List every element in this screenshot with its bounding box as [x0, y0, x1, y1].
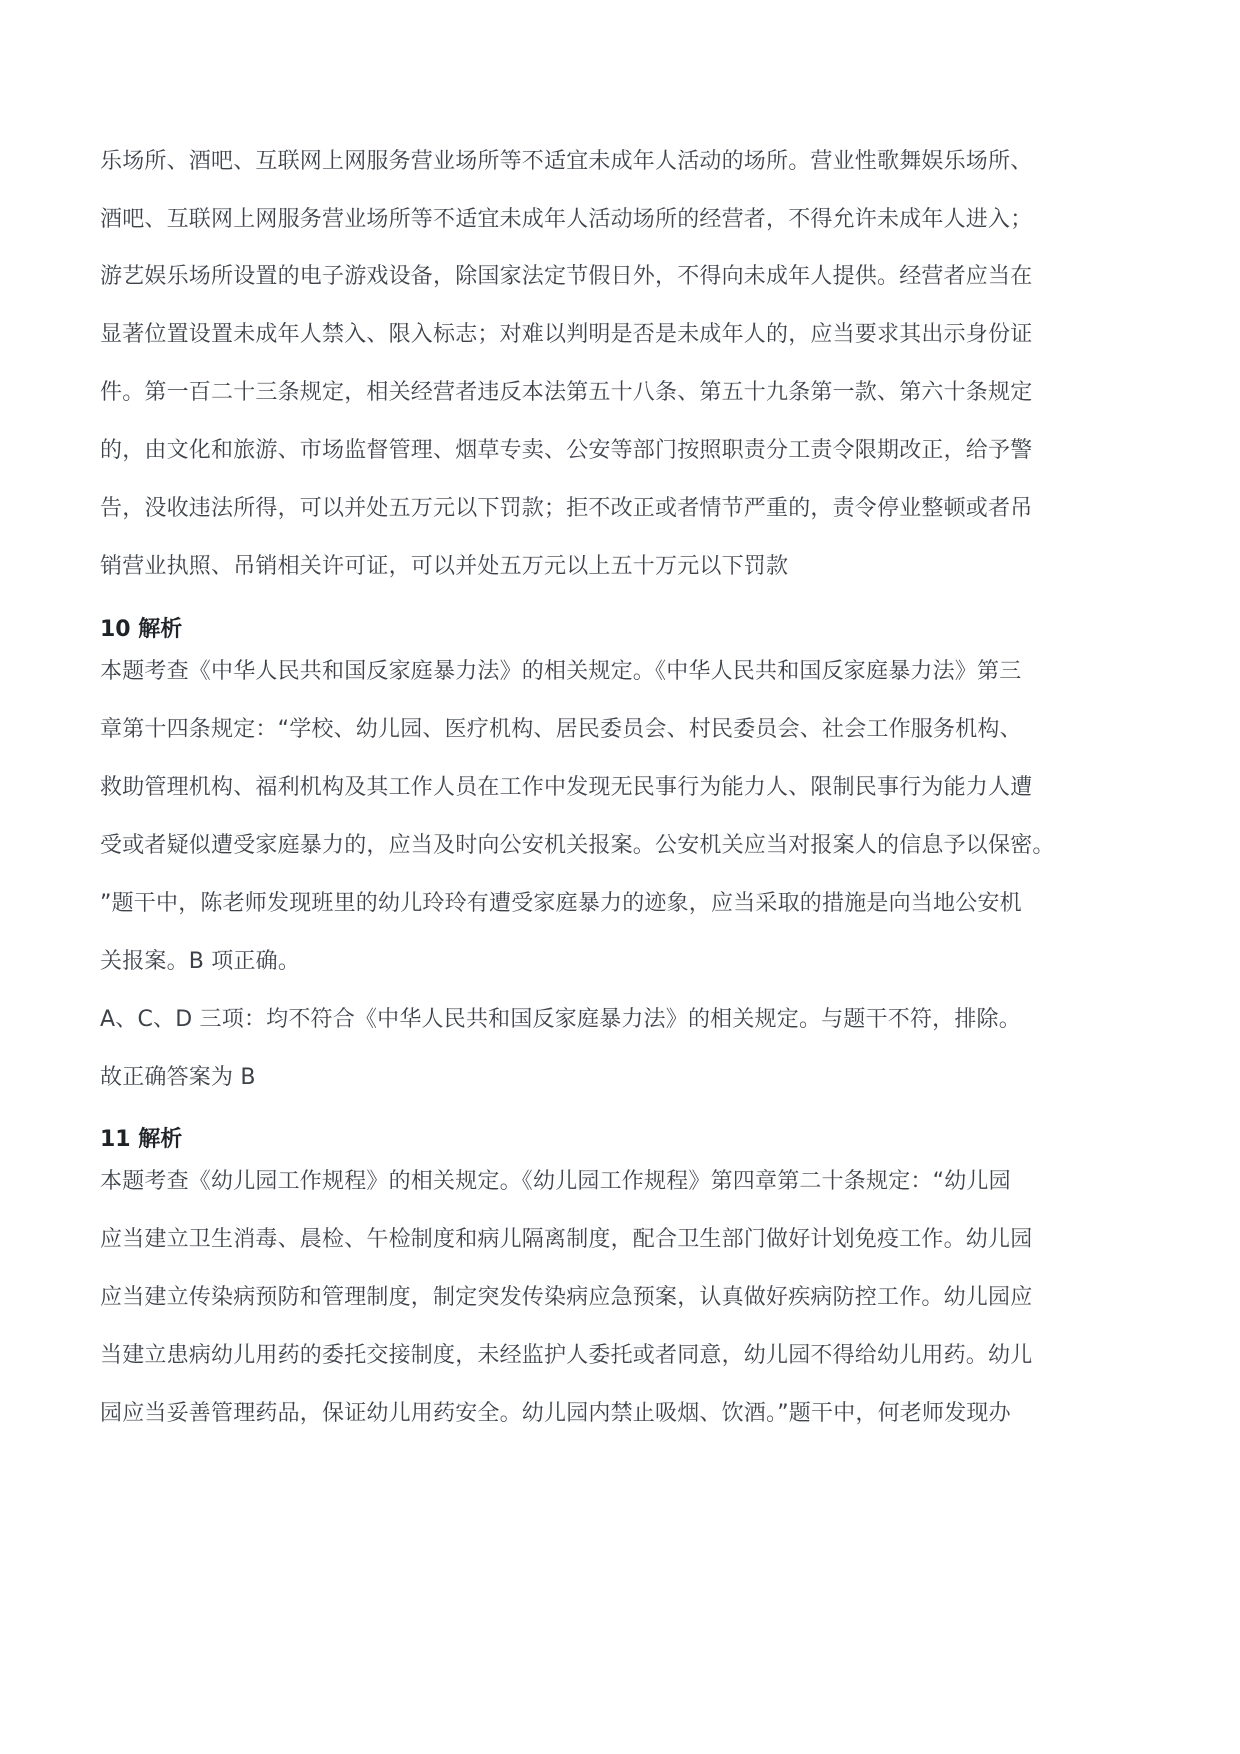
paragraph-line: 应当建立卫生消毒、晨检、午检制度和病儿隔离制度，配合卫生部门做好计划免疫工作。幼儿园: [100, 1227, 1033, 1252]
paragraph-line: 本题考查《幼儿园工作规程》的相关规定。《幼儿园工作规程》第四章第二十条规定：“幼儿园: [100, 1169, 1011, 1194]
paragraph-line: 件。第一百二十三条规定，相关经营者违反本法第五十八条、第五十九条第一款、第六十条规定: [100, 380, 1033, 405]
paragraph-line: 当建立患病幼儿用药的委托交接制度，未经监护人委托或者同意，幼儿园不得给幼儿用药。幼儿: [100, 1343, 1033, 1368]
section-heading-11: 11 解析: [100, 1127, 183, 1152]
paragraph-line: ”题干中，陈老师发现班里的幼儿玲玲有遭受家庭暴力的迹象，应当采取的措施是向当地公安机: [100, 891, 1022, 916]
paragraph-line: 游艺娱乐场所设置的电子游戏设备，除国家法定节假日外，不得向未成年人提供。经营者应当在: [100, 264, 1033, 289]
paragraph-line: 章第十四条规定：“学校、幼儿园、医疗机构、居民委员会、村民委员会、社会工作服务机构、: [100, 717, 1022, 742]
paragraph-line: 告，没收违法所得，可以并处五万元以下罚款；拒不改正或者情节严重的，责令停业整顿或者吊: [100, 496, 1033, 521]
paragraph-line: 销营业执照、吊销相关许可证，可以并处五万元以上五十万元以下罚款: [100, 554, 789, 579]
paragraph-line: 乐场所、酒吧、互联网上网服务营业场所等不适宜未成年人活动的场所。营业性歌舞娱乐场所、: [100, 149, 1033, 174]
paragraph-line: 本题考查《中华人民共和国反家庭暴力法》的相关规定。《中华人民共和国反家庭暴力法》第三: [100, 659, 1022, 684]
paragraph-line: A、C、D 三项：均不符合《中华人民共和国反家庭暴力法》的相关规定。与题干不符，排除。: [100, 1007, 1021, 1032]
paragraph-line: 救助管理机构、福利机构及其工作人员在工作中发现无民事行为能力人、限制民事行为能力人遭: [100, 775, 1033, 800]
paragraph-line: 故正确答案为 B: [100, 1065, 256, 1090]
paragraph-line: 关报案。B 项正确。: [100, 949, 301, 974]
paragraph-line: 园应当妥善管理药品，保证幼儿用药安全。幼儿园内禁止吸烟、饮酒。”题干中，何老师发现办: [100, 1401, 1011, 1426]
paragraph-line: 受或者疑似遭受家庭暴力的，应当及时向公安机关报案。公安机关应当对报案人的信息予以保密。: [100, 833, 1055, 858]
paragraph-line: 应当建立传染病预防和管理制度，制定突发传染病应急预案，认真做好疾病防控工作。幼儿园应: [100, 1285, 1033, 1310]
paragraph-line: 的，由文化和旅游、市场监督管理、烟草专卖、公安等部门按照职责分工责令限期改正，给予警: [100, 438, 1033, 463]
section-heading-10: 10 解析: [100, 617, 183, 642]
paragraph-line: 酒吧、互联网上网服务营业场所等不适宜未成年人活动场所的经营者，不得允许未成年人进入；: [100, 207, 1033, 232]
paragraph-line: 显著位置设置未成年人禁入、限入标志；对难以判明是否是未成年人的，应当要求其出示身份证: [100, 322, 1033, 347]
